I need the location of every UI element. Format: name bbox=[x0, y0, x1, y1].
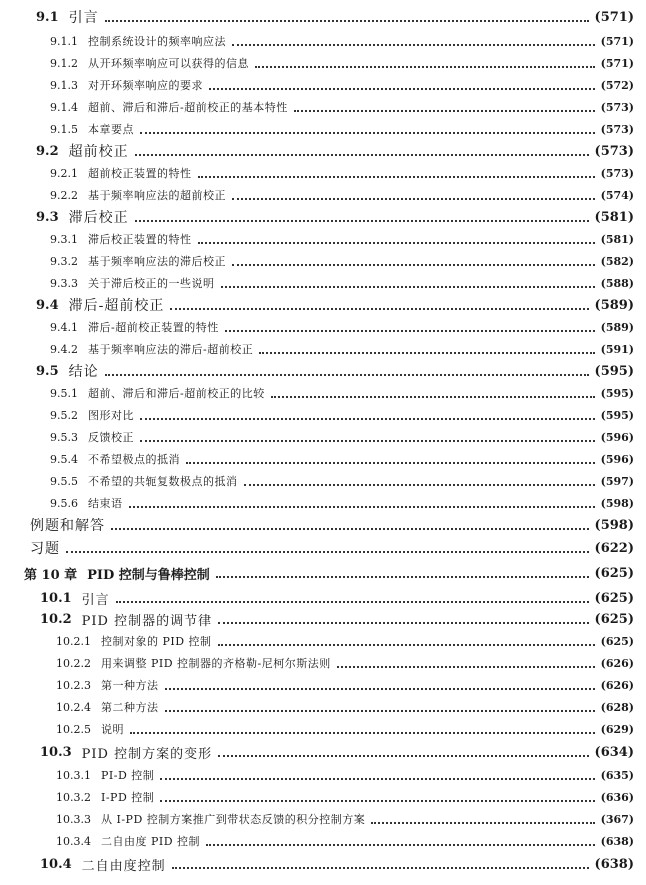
toc-entry-number: 9.1.3 bbox=[50, 78, 78, 92]
toc-entry-title: 对开环频率响应的要求 bbox=[88, 79, 203, 92]
toc-entry-page: (635) bbox=[600, 768, 634, 782]
toc-entry-page: (598) bbox=[594, 517, 634, 533]
toc-entry-title: PI-D 控制 bbox=[101, 769, 155, 782]
toc-entry-number: 10.3.2 bbox=[56, 790, 91, 804]
toc-entry[interactable] bbox=[0, 764, 646, 786]
toc-entry-title: 第一种方法 bbox=[101, 679, 159, 692]
toc-entry-number: 10.4 bbox=[40, 856, 72, 872]
dot-leader bbox=[135, 220, 589, 222]
toc-entry[interactable] bbox=[0, 808, 646, 830]
dot-leader bbox=[111, 528, 589, 530]
toc-entry[interactable] bbox=[0, 562, 646, 584]
toc-entry-number: 10.2.3 bbox=[56, 678, 91, 692]
toc-entry[interactable] bbox=[0, 786, 646, 808]
toc-entry-number: 9.5.2 bbox=[50, 408, 78, 422]
toc-entry[interactable] bbox=[0, 448, 646, 470]
toc-entry-number: 9.3.1 bbox=[50, 232, 78, 246]
toc-entry-number: 10.3.1 bbox=[56, 768, 91, 782]
toc-entry[interactable] bbox=[0, 250, 646, 272]
dot-leader bbox=[170, 308, 588, 310]
toc-entry[interactable] bbox=[0, 492, 646, 514]
toc-entry-title: 从 I-PD 控制方案推广到带状态反馈的积分控制方案 bbox=[101, 813, 366, 826]
toc-entry-number: 10.2 bbox=[40, 611, 72, 627]
dot-leader bbox=[160, 800, 594, 802]
toc-entry[interactable] bbox=[0, 404, 646, 426]
toc-entry-number: 9.1.1 bbox=[50, 34, 78, 48]
toc-entry-page: (591) bbox=[600, 342, 634, 356]
dot-leader bbox=[225, 330, 595, 332]
toc-entry[interactable] bbox=[0, 52, 646, 74]
toc-entry-title: 二自由度 PID 控制 bbox=[101, 835, 201, 848]
toc-entry[interactable] bbox=[0, 853, 646, 875]
dot-leader bbox=[294, 110, 595, 112]
toc-entry-page: (589) bbox=[600, 320, 634, 334]
dot-leader bbox=[271, 396, 595, 398]
toc-entry-page: (598) bbox=[600, 496, 634, 510]
toc-entry-page: (573) bbox=[594, 143, 634, 159]
toc-entry-title: 滞后校正 bbox=[68, 210, 129, 226]
toc-entry-title: 超前、滞后和滞后-超前校正的基本特性 bbox=[88, 101, 288, 114]
toc-entry-page: (636) bbox=[600, 790, 634, 804]
toc-entry-number: 9.1 bbox=[36, 9, 59, 25]
toc-entry-title: 不希望极点的抵消 bbox=[88, 453, 180, 466]
dot-leader bbox=[186, 462, 595, 464]
toc-entry-title: 二自由度控制 bbox=[81, 858, 166, 874]
toc-entry[interactable] bbox=[0, 382, 646, 404]
dot-leader bbox=[135, 154, 589, 156]
dot-leader bbox=[232, 264, 595, 266]
toc-entry-page: (628) bbox=[600, 700, 634, 714]
dot-leader bbox=[218, 755, 588, 757]
toc-entry[interactable] bbox=[0, 587, 646, 609]
toc-entry-title: 引言 bbox=[81, 592, 110, 608]
toc-entry-number: 9.2 bbox=[36, 143, 59, 159]
toc-entry[interactable] bbox=[0, 162, 646, 184]
toc-entry-title: 引言 bbox=[68, 10, 99, 26]
toc-entry[interactable] bbox=[0, 608, 646, 630]
toc-entry-number: 9.2.1 bbox=[50, 166, 78, 180]
toc-entry[interactable] bbox=[0, 118, 646, 140]
toc-entry-title: 超前、滞后和滞后-超前校正的比较 bbox=[88, 387, 265, 400]
toc-entry-title: 例题和解答 bbox=[30, 518, 105, 534]
toc-entry-number: 9.1.2 bbox=[50, 56, 78, 70]
toc-entry-page: (581) bbox=[600, 232, 634, 246]
dot-leader bbox=[140, 132, 595, 134]
dot-leader bbox=[232, 44, 595, 46]
toc-entry[interactable] bbox=[0, 140, 646, 162]
toc-entry-number: 9.4.2 bbox=[50, 342, 78, 356]
toc-entry[interactable] bbox=[0, 360, 646, 382]
dot-leader bbox=[172, 867, 589, 869]
toc-entry-page: (638) bbox=[600, 834, 634, 848]
toc-entry-title: 习题 bbox=[30, 541, 60, 557]
toc-entry-page: (626) bbox=[600, 678, 634, 692]
toc-entry[interactable] bbox=[0, 470, 646, 492]
dot-leader bbox=[198, 176, 595, 178]
toc-entry-title: 从开环频率响应可以获得的信息 bbox=[88, 57, 249, 70]
toc-entry-title: 第二种方法 bbox=[101, 701, 159, 714]
toc-entry-number: 9.3 bbox=[36, 209, 59, 225]
dot-leader bbox=[221, 286, 595, 288]
toc-entry-page: (595) bbox=[600, 408, 634, 422]
dot-leader bbox=[116, 601, 589, 603]
toc-entry[interactable] bbox=[0, 6, 646, 28]
dot-leader bbox=[129, 506, 595, 508]
dot-leader bbox=[165, 710, 595, 712]
toc-entry-number: 10.3.4 bbox=[56, 834, 91, 848]
toc-entry-number: 9.5.3 bbox=[50, 430, 78, 444]
dot-leader bbox=[206, 844, 595, 846]
toc-entry[interactable] bbox=[0, 228, 646, 250]
toc-entry-title: 关于滞后校正的一些说明 bbox=[88, 277, 215, 290]
toc-entry-title: 结论 bbox=[68, 364, 99, 380]
toc-entry-title: 图形对比 bbox=[88, 409, 134, 422]
toc-entry[interactable] bbox=[0, 316, 646, 338]
toc-entry[interactable] bbox=[0, 537, 646, 559]
toc-entry-page: (589) bbox=[594, 297, 634, 313]
toc-entry-number: 第 10 章 bbox=[24, 567, 78, 583]
toc-entry-page: (597) bbox=[600, 474, 634, 488]
toc-entry-page: (634) bbox=[594, 744, 634, 760]
toc-entry-page: (588) bbox=[600, 276, 634, 290]
toc-entry-page: (581) bbox=[594, 209, 634, 225]
dot-leader bbox=[209, 88, 595, 90]
toc-entry-title: 本章要点 bbox=[88, 123, 134, 136]
dot-leader bbox=[130, 732, 595, 734]
dot-leader bbox=[259, 352, 594, 354]
toc-entry-number: 9.5.5 bbox=[50, 474, 78, 488]
toc-entry[interactable] bbox=[0, 718, 646, 740]
toc-entry-number: 9.5.4 bbox=[50, 452, 78, 466]
toc-entry-title: 说明 bbox=[101, 723, 124, 736]
toc-entry-page: (582) bbox=[600, 254, 634, 268]
toc-entry[interactable] bbox=[0, 272, 646, 294]
toc-entry[interactable] bbox=[0, 741, 646, 763]
toc-entry-number: 9.4.1 bbox=[50, 320, 78, 334]
toc-entry-title: 反馈校正 bbox=[88, 431, 134, 444]
toc-entry[interactable] bbox=[0, 96, 646, 118]
toc-entry[interactable] bbox=[0, 206, 646, 228]
toc-entry-title: 不希望的共轭复数极点的抵消 bbox=[88, 475, 238, 488]
toc-entry-number: 10.3 bbox=[40, 744, 72, 760]
toc-entry-title: 滞后校正装置的特性 bbox=[88, 233, 192, 246]
toc-entry-title: 滞后-超前校正装置的特性 bbox=[88, 321, 219, 334]
toc-entry-title: 用来调整 PID 控制器的齐格勒-尼柯尔斯法则 bbox=[101, 657, 331, 670]
toc-entry[interactable] bbox=[0, 338, 646, 360]
dot-leader bbox=[140, 440, 595, 442]
toc-entry-page: (572) bbox=[600, 78, 634, 92]
toc-entry-number: 10.3.3 bbox=[56, 812, 91, 826]
dot-leader bbox=[140, 418, 595, 420]
toc-entry-number: 10.2.1 bbox=[56, 634, 91, 648]
toc-entry-title: PID 控制器的调节律 bbox=[81, 613, 213, 629]
toc-entry-page: (573) bbox=[600, 166, 634, 180]
toc-entry[interactable] bbox=[0, 514, 646, 536]
dot-leader bbox=[66, 551, 589, 553]
toc-entry-title: 基于频率响应法的滞后-超前校正 bbox=[88, 343, 254, 356]
dot-leader bbox=[105, 374, 589, 376]
toc-entry-title: I-PD 控制 bbox=[101, 791, 155, 804]
toc-entry-number: 10.2.5 bbox=[56, 722, 91, 736]
toc-entry-page: (625) bbox=[594, 565, 634, 581]
toc-entry-title: 控制系统设计的频率响应法 bbox=[88, 35, 226, 48]
toc-entry[interactable] bbox=[0, 426, 646, 448]
toc-entry-number: 9.5.6 bbox=[50, 496, 78, 510]
toc-entry-page: (571) bbox=[594, 9, 634, 25]
dot-leader bbox=[216, 576, 589, 578]
dot-leader bbox=[160, 778, 594, 780]
toc-entry-page: (625) bbox=[594, 590, 634, 606]
toc-entry-page: (595) bbox=[594, 363, 634, 379]
dot-leader bbox=[255, 66, 595, 68]
dot-leader bbox=[244, 484, 595, 486]
toc-entry-number: 9.1.5 bbox=[50, 122, 78, 136]
toc-entry-title: 超前校正 bbox=[68, 144, 129, 160]
toc-entry[interactable] bbox=[0, 294, 646, 316]
toc-entry[interactable] bbox=[0, 652, 646, 674]
toc-entry-title: PID 控制与鲁棒控制 bbox=[87, 567, 210, 583]
toc-entry-page: (625) bbox=[594, 611, 634, 627]
toc-entry-number: 9.4 bbox=[36, 297, 59, 313]
toc-entry[interactable] bbox=[0, 184, 646, 206]
toc-entry-page: (573) bbox=[600, 122, 634, 136]
toc-entry-title: 结束语 bbox=[88, 497, 123, 510]
toc-entry-page: (626) bbox=[600, 656, 634, 670]
toc-entry-page: (625) bbox=[600, 634, 634, 648]
toc-entry-number: 9.5 bbox=[36, 363, 59, 379]
toc-entry-number: 9.2.2 bbox=[50, 188, 78, 202]
toc-entry-title: 控制对象的 PID 控制 bbox=[101, 635, 212, 648]
toc-entry-page: (596) bbox=[600, 452, 634, 466]
dot-leader bbox=[232, 198, 595, 200]
toc-entry-page: (367) bbox=[600, 812, 634, 826]
toc-entry[interactable] bbox=[0, 30, 646, 52]
dot-leader bbox=[218, 622, 588, 624]
toc-entry-title: 滞后-超前校正 bbox=[68, 298, 165, 314]
toc-entry-page: (571) bbox=[600, 56, 634, 70]
toc-entry[interactable] bbox=[0, 630, 646, 652]
toc-entry-page: (595) bbox=[600, 386, 634, 400]
toc-entry-title: 基于频率响应法的超前校正 bbox=[88, 189, 226, 202]
toc-entry[interactable] bbox=[0, 830, 646, 852]
dot-leader bbox=[198, 242, 595, 244]
toc-entry-page: (622) bbox=[594, 540, 634, 556]
toc-entry-number: 10.2.4 bbox=[56, 700, 91, 714]
toc-entry-page: (629) bbox=[600, 722, 634, 736]
toc-entry-page: (571) bbox=[600, 34, 634, 48]
toc-entry-title: 超前校正装置的特性 bbox=[88, 167, 192, 180]
toc-entry-number: 9.3.3 bbox=[50, 276, 78, 290]
toc-entry-title: 基于频率响应法的滞后校正 bbox=[88, 255, 226, 268]
dot-leader bbox=[371, 822, 594, 824]
toc-entry-page: (638) bbox=[594, 856, 634, 872]
toc-entry-number: 9.1.4 bbox=[50, 100, 78, 114]
toc-entry[interactable] bbox=[0, 74, 646, 96]
dot-leader bbox=[165, 688, 595, 690]
toc-entry[interactable] bbox=[0, 674, 646, 696]
toc-entry-number: 9.5.1 bbox=[50, 386, 78, 400]
toc-entry-page: (573) bbox=[600, 100, 634, 114]
toc-entry-number: 10.2.2 bbox=[56, 656, 91, 670]
toc-entry-page: (574) bbox=[600, 188, 634, 202]
toc-entry-number: 10.1 bbox=[40, 590, 72, 606]
dot-leader bbox=[105, 20, 589, 22]
toc-entry-number: 9.3.2 bbox=[50, 254, 78, 268]
toc-entry-title: PID 控制方案的变形 bbox=[81, 746, 213, 762]
toc-entry-page: (596) bbox=[600, 430, 634, 444]
toc-entry[interactable] bbox=[0, 696, 646, 718]
dot-leader bbox=[218, 644, 595, 646]
dot-leader bbox=[337, 666, 595, 668]
